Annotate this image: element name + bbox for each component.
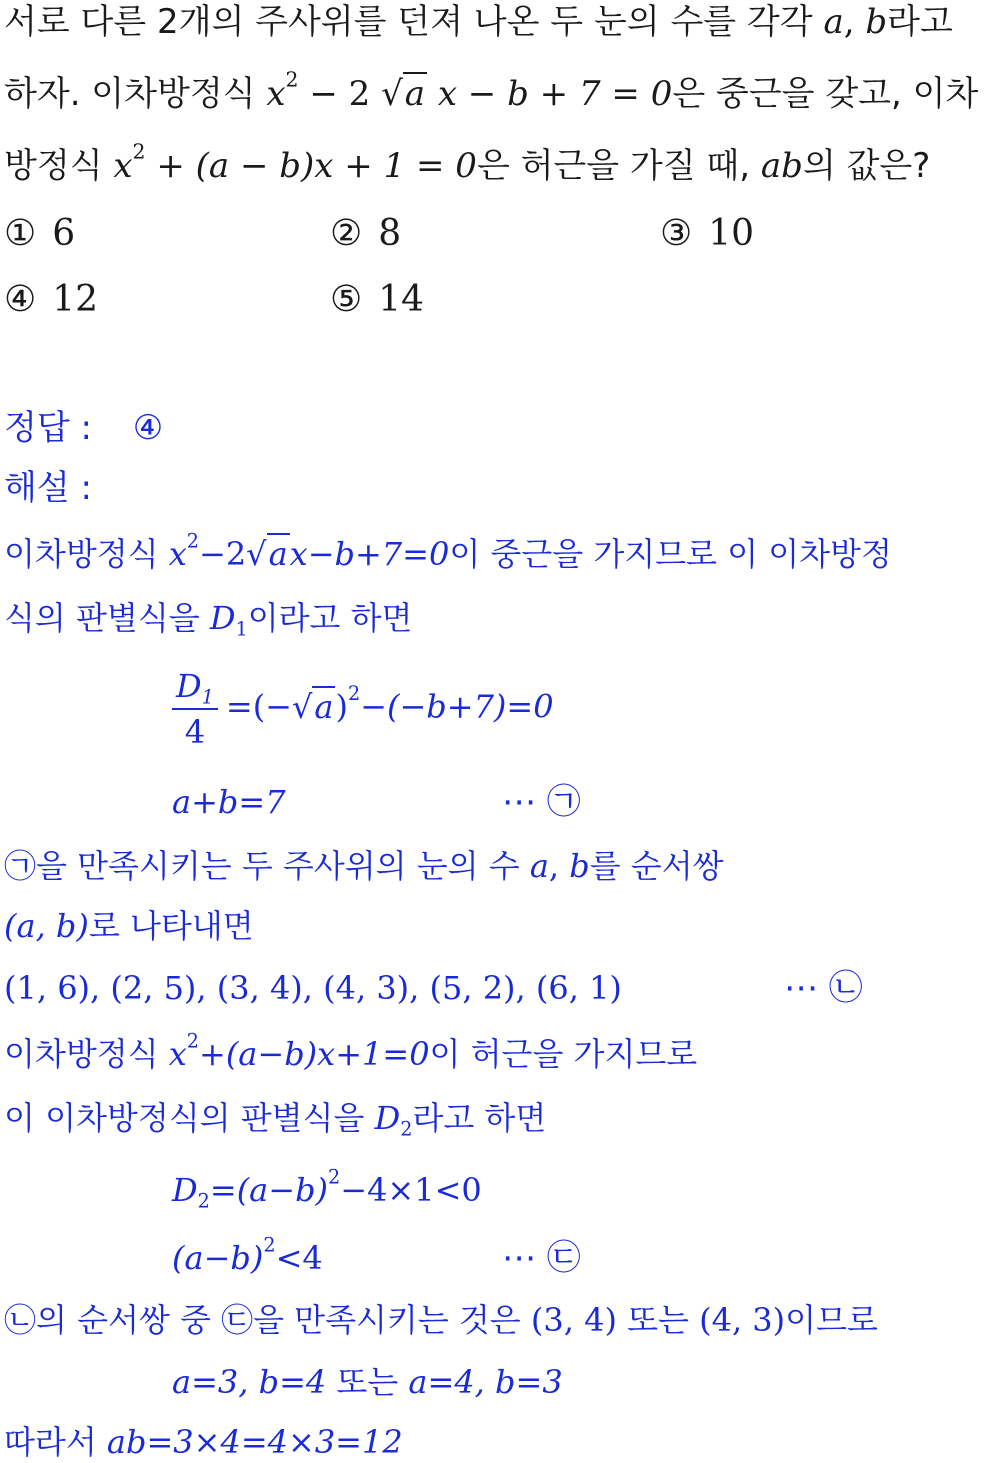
formula-a-plus-b: a+b=7	[172, 783, 286, 821]
option-1[interactable]: ① 6	[4, 213, 76, 254]
sqrt-symbol: √a	[291, 687, 334, 726]
marker-digeut: ⋯ ㉢	[502, 1238, 581, 1278]
option-2[interactable]: ② 8	[330, 213, 402, 254]
question-line-3: 방정식 $x^2 + (a - b)x + 1 = 0$은 허근을 가질 때, ab의 값은?	[4, 139, 931, 186]
marker-giyeok: ⋯ ㉠	[502, 782, 581, 822]
sqrt-symbol: √a	[381, 74, 426, 114]
explanation-line-1: 이차방정식 $x^2-2√ax-b+7=0$이 중근을 가지므로 이 이차방정	[4, 529, 892, 573]
explanation-line-7: 이 이차방정식의 판별식을 $D_2$라고 하면	[4, 1099, 547, 1141]
question-line-2: 하자. 이차방정식 $x^2 - 2$ √a x − b + 7 = 0은 중근을 갖고, 이차	[4, 67, 979, 114]
answer-label: 정답 :	[4, 408, 92, 448]
sqrt-symbol: √a	[246, 535, 288, 573]
formula-discriminant-1: $\frac{D_1}{4}$ $=(-√a)^2-(-b+7)=0$	[172, 664, 554, 754]
option-3[interactable]: ③ 10	[660, 213, 755, 254]
explanation-line-3: ㉠을 만족시키는 두 주사위의 눈의 수 a, b를 순서쌍	[4, 847, 724, 885]
explanation-conclusion: 따라서 ab=3×4=4×3=12	[4, 1423, 403, 1461]
formula-inequality: $(a-b)^2<4$	[172, 1233, 323, 1277]
formula-solutions: a=3, b=4 또는 a=4, b=3	[172, 1363, 563, 1401]
answer-line	[4, 408, 163, 448]
answer-value: ④	[132, 408, 164, 448]
explanation-line-8: ㉡의 순서쌍 중 ㉢을 만족시키는 것은 (3, 4) 또는 (4, 3)이므로	[4, 1301, 878, 1339]
marker-nieun: ⋯ ㉡	[784, 968, 863, 1008]
question-line-1: 서로 다른 2개의 주사위를 던져 나온 두 눈의 수를 각각 a, b라고	[4, 2, 953, 42]
explanation-label: 해설 :	[4, 468, 92, 508]
explanation-line-4: (a, b)로 나타내면	[4, 907, 254, 945]
formula-discriminant-2: $D_2=(a-b)^2-4\times 1<0$	[172, 1165, 482, 1213]
explanation-line-2: 식의 판별식을 $D_1$이라고 하면	[4, 599, 413, 641]
option-4[interactable]: ④ 12	[4, 279, 99, 320]
option-5[interactable]: ⑤ 14	[330, 279, 425, 320]
ordered-pairs-list: (1, 6), (2, 5), (3, 4), (4, 3), (5, 2), (6, 1)	[4, 969, 622, 1007]
explanation-line-6: 이차방정식 $x^2+(a-b)x+1=0$이 허근을 가지므로	[4, 1029, 698, 1073]
